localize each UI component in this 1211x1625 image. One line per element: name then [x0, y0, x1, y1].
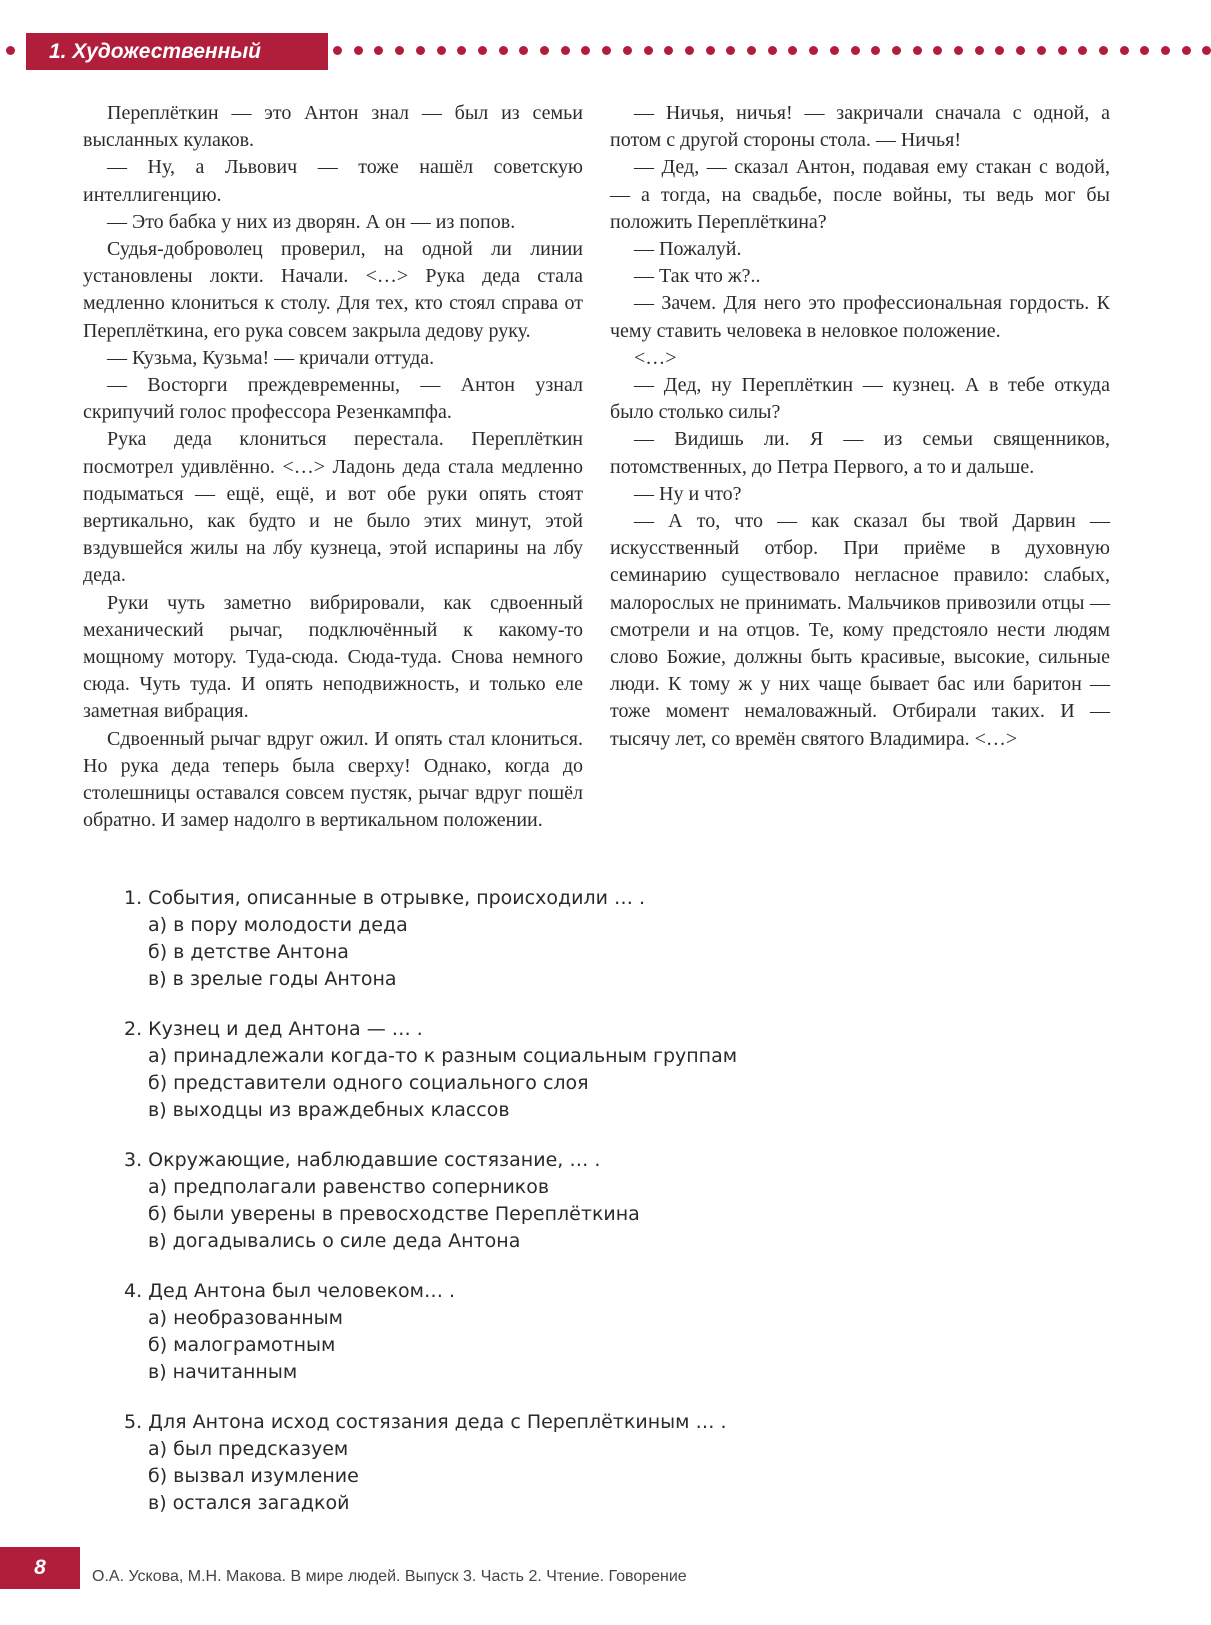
- section-title: 1. Художественный текст: [26, 33, 328, 70]
- header-dot: [851, 46, 860, 55]
- header-dot: [644, 46, 653, 55]
- paragraph: — Восторги преждевременны, — Антон узнал скрипучий голос профессора Резенкампфа.: [83, 374, 583, 424]
- header-dot: [478, 46, 487, 55]
- paragraph: — Ну и что?: [634, 482, 742, 505]
- footer-citation: О.А. Ускова, М.Н. Макова. В мире людей. Выпуск 3. Часть 2. Чтение. Говорение: [92, 1568, 687, 1585]
- paragraph: Рука деда клониться перестала. Переплёткин посмотрел удивлённо. <…> Ладонь деда стала медленно подыматься — ещё, ещё, и вот обе руки опять стоят вертикально, как будто и не было этих минут, этой вздувшейся жилы на лбу кузнеца, этой испарины на лбу деда.: [83, 428, 583, 587]
- paragraph: — Так что ж?..: [634, 265, 761, 288]
- header-dot: [1202, 46, 1211, 55]
- paragraph: — Видишь ли. Я — из семьи священников, потомственных, до Петра Первого, а то и дальше.: [610, 428, 1110, 478]
- answer-option: а) предполагали равенство соперников: [148, 1176, 550, 1198]
- paragraph: — А то, что — как сказал бы твой Дарвин — искусственный отбор. При приёме в духовную семинарию существовало негласное правило: слабых, малорослых не принимать. Мальчиков привозили отцы — смотрели и на отцов. Те, кому предстояло нести людям слово Божие, должны быть красивые, высокие, сильные люди. К тому ж у них чаще бывает бас или баритон — тоже момент немаловажный. Отбирали таких. И — тысячу лет, со времён святого Владимира. <…>: [610, 510, 1110, 750]
- header-dot: [1016, 46, 1025, 55]
- header-dot: [954, 46, 963, 55]
- header-dot: [830, 46, 839, 55]
- answer-option: а) в пору молодости деда: [148, 914, 408, 936]
- header-dot: [499, 46, 508, 55]
- answer-option: а) был предсказуем: [148, 1438, 349, 1460]
- header-dot: [1140, 46, 1149, 55]
- header-dot: [1078, 46, 1087, 55]
- text-column-right: [610, 100, 1110, 753]
- answer-option: б) вызвал изумление: [148, 1465, 359, 1487]
- paragraph: Судья-доброволец проверил, на одной ли линии установлены локти. Начали. <…> Рука деда стала медленно клониться к столу. Для тех, кто стоял справа от Переплёткина, его рука совсем закрыла дедову руку.: [83, 238, 583, 342]
- question-stem: 4. Дед Антона был человеком… .: [124, 1280, 456, 1302]
- header-dot: [457, 46, 466, 55]
- header-dot: [333, 46, 342, 55]
- header-dot: [623, 46, 632, 55]
- paragraph: <…>: [634, 346, 677, 369]
- header-dot: [395, 46, 404, 55]
- paragraph: — Это бабка у них из дворян. А он — из попов.: [107, 210, 516, 233]
- question-block: [124, 1147, 924, 1255]
- paragraph: Переплёткин — это Антон знал — был из семьи высланных кулаков.: [83, 102, 583, 152]
- answer-option: б) в детстве Антона: [148, 941, 349, 963]
- question-stem: 3. Окружающие, наблюдавшие состязание, … .: [124, 1149, 601, 1171]
- header-dot: [602, 46, 611, 55]
- paragraph: — Пожалуй.: [634, 238, 742, 261]
- header-dot: [809, 46, 818, 55]
- paragraph: Сдвоенный рычаг вдруг ожил. И опять стал клониться. Но рука деда теперь была сверху! Однако, когда до столешницы оставался совсем пустяк, рычаг вдруг пошёл обратно. И замер надолго в вертикальном положении.: [83, 727, 583, 832]
- header-dot: [1099, 46, 1108, 55]
- header-dot: [581, 46, 590, 55]
- header-dot: [685, 46, 694, 55]
- answer-option: б) малограмотным: [148, 1334, 336, 1356]
- header-dot: [561, 46, 570, 55]
- text-column-left: [83, 100, 583, 834]
- header-dot: [768, 46, 777, 55]
- header-dot: [1037, 46, 1046, 55]
- header-dot: [933, 46, 942, 55]
- question-block: [124, 885, 924, 993]
- question-stem: 2. Кузнец и дед Антона — … .: [124, 1018, 423, 1040]
- header-dot: [540, 46, 549, 55]
- header-dot: [747, 46, 756, 55]
- header-dot: [1120, 46, 1129, 55]
- header-dot: [726, 46, 735, 55]
- answer-option: в) выходцы из враждебных классов: [148, 1099, 510, 1121]
- header-dot: [1161, 46, 1170, 55]
- header-dot: [892, 46, 901, 55]
- header-dot: [1058, 46, 1067, 55]
- header-dot: [706, 46, 715, 55]
- header-dot: [374, 46, 383, 55]
- answer-option: а) необразованным: [148, 1307, 344, 1329]
- question-stem: 1. События, описанные в отрывке, происходили … .: [124, 887, 646, 909]
- page-number: 8: [0, 1547, 80, 1589]
- header-dot: [975, 46, 984, 55]
- paragraph: — Дед, — сказал Антон, подавая ему стакан с водой, — а тогда, на свадьбе, после войны, ты ведь мог бы положить Переплёткина?: [610, 156, 1110, 233]
- header-dot: [519, 46, 528, 55]
- answer-option: в) начитанным: [148, 1361, 298, 1383]
- paragraph: — Ну, а Львович — тоже нашёл советскую интеллигенцию.: [83, 156, 583, 206]
- header-dot: [788, 46, 797, 55]
- header-dot: [1182, 46, 1191, 55]
- header-dot: [995, 46, 1004, 55]
- question-block: [124, 1278, 924, 1386]
- header-dot: [416, 46, 425, 55]
- question-block: [124, 1409, 924, 1517]
- answer-option: в) в зрелые годы Антона: [148, 968, 397, 990]
- paragraph: Руки чуть заметно вибрировали, как сдвоенный механический рычаг, подключённый к какому-то мощному мотору. Туда-сюда. Сюда-туда. Снова немного сюда. Чуть туда. И опять неподвижность, и только еле заметная вибрация.: [83, 591, 583, 723]
- answer-option: а) принадлежали когда-то к разным социальным группам: [148, 1045, 738, 1067]
- paragraph: — Дед, ну Переплёткин — кузнец. А в тебе откуда было столько силы?: [610, 374, 1110, 424]
- header-dot: [871, 46, 880, 55]
- question-stem: 5. Для Антона исход состязания деда с Переплёткиным … .: [124, 1411, 727, 1433]
- paragraph: — Зачем. Для него это профессиональная гордость. К чему ставить человека в неловкое положение.: [610, 292, 1110, 342]
- answer-option: б) были уверены в превосходстве Переплёткина: [148, 1203, 640, 1225]
- questions-list: [124, 885, 924, 1540]
- header-dot: [354, 46, 363, 55]
- header-dot: [913, 46, 922, 55]
- answer-option: б) представители одного социального слоя: [148, 1072, 589, 1094]
- answer-option: в) остался загадкой: [148, 1492, 350, 1514]
- header-dot: [664, 46, 673, 55]
- header-dot: [6, 46, 15, 55]
- header-dot: [437, 46, 446, 55]
- answer-option: в) догадывались о силе деда Антона: [148, 1230, 521, 1252]
- paragraph: — Ничья, ничья! — закричали сначала с одной, а потом с другой стороны стола. — Ничья!: [610, 102, 1110, 152]
- question-block: [124, 1016, 924, 1124]
- paragraph: — Кузьма, Кузьма! — кричали оттуда.: [107, 346, 435, 369]
